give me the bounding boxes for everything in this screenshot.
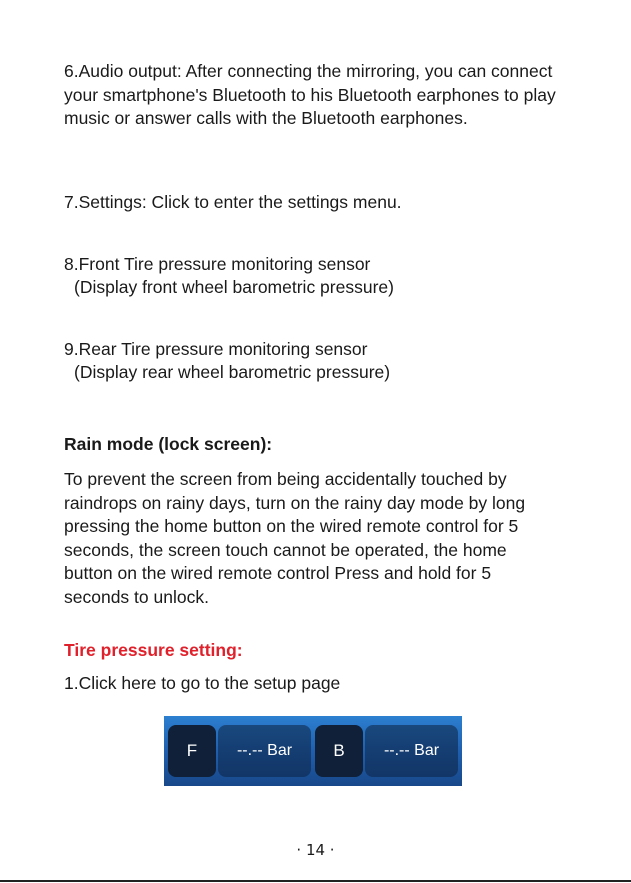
front-tire-sensor-title: 8.Front Tire pressure monitoring sensor — [64, 254, 371, 274]
rear-tire-label: B — [315, 725, 363, 777]
front-tire-sensor-desc: (Display front wheel barometric pressure) — [74, 277, 394, 297]
tire-pressure-bar-inner — [168, 725, 458, 777]
rain-mode-heading: Rain mode (lock screen): — [64, 434, 273, 454]
audio-output-item: 6.Audio output: After connecting the mirroring, you can connect your smartphone's Bluetooth to his Bluetooth earphones to play music or answer calls with the Bluetooth earphones. — [64, 61, 556, 128]
rear-tire-group[interactable] — [315, 725, 458, 777]
rear-tire-value: --.-- Bar — [365, 725, 458, 777]
bottom-rule — [0, 880, 631, 882]
tire-pressure-setting-heading: Tire pressure setting: — [64, 640, 243, 660]
settings-item: 7.Settings: Click to enter the settings menu. — [64, 192, 402, 212]
tire-pressure-setting-step: 1.Click here to go to the setup page — [64, 673, 341, 693]
rain-mode-body: To prevent the screen from being accidentally touched by raindrops on rainy days, turn on the rainy day mode by long pressing the home button on the wired remote control for 5 seconds, the screen touch cannot be operated, the home button on the wired remote control Press and hold for 5 seconds to unlock. — [64, 469, 526, 607]
front-tire-label: F — [168, 725, 216, 777]
rear-tire-sensor-desc: (Display rear wheel barometric pressure) — [74, 362, 391, 382]
rear-tire-sensor-title: 9.Rear Tire pressure monitoring sensor — [64, 339, 368, 359]
page-number: · 14 · — [296, 841, 335, 859]
tire-pressure-bar[interactable] — [164, 716, 462, 786]
front-tire-group[interactable] — [168, 725, 311, 777]
front-tire-value: --.-- Bar — [218, 725, 311, 777]
